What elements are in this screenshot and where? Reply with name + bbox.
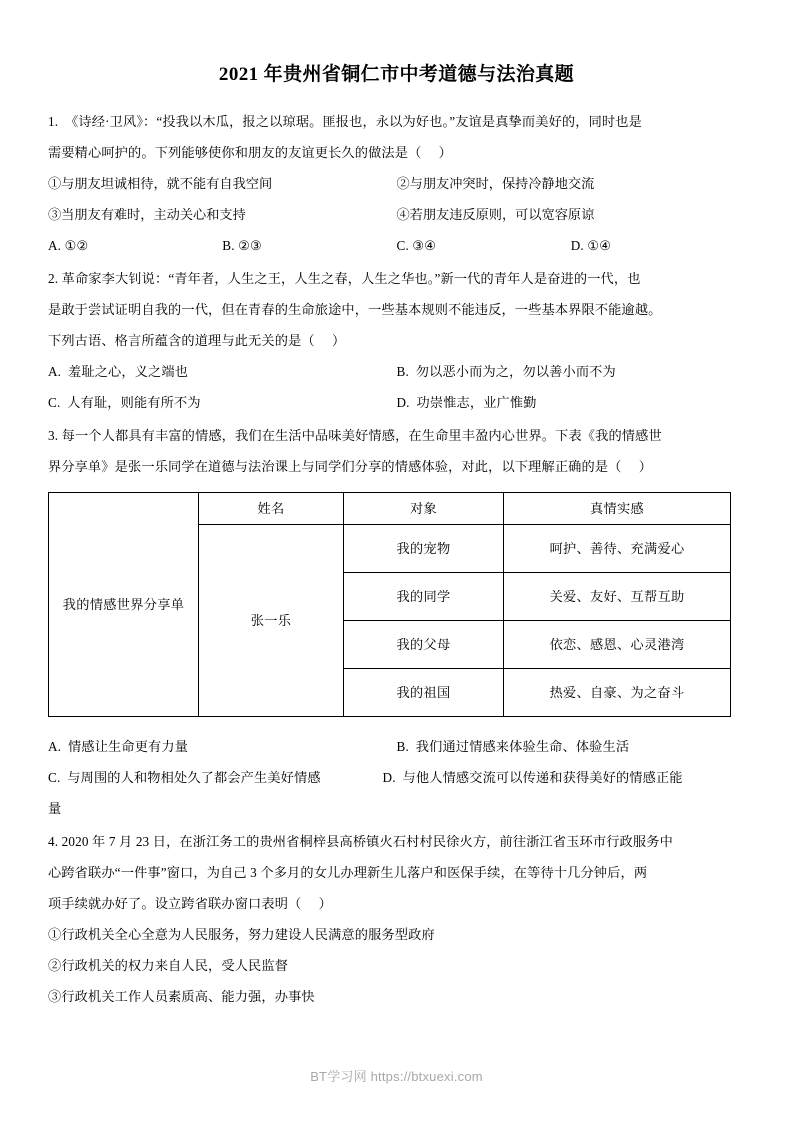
- question-4-subitem-3: ③行政机关工作人员素质高、能力强，办事快: [48, 989, 315, 1005]
- table-header-feeling: 真情实感: [504, 492, 731, 525]
- question-3-option-c[interactable]: C. 与周围的人和物相处久了都会产生美好情感: [48, 770, 321, 786]
- table-header-name: 姓名: [199, 492, 344, 525]
- question-1-subitem-3: ③当朋友有难时，主动关心和支持: [48, 206, 246, 222]
- question-2-option-c[interactable]: C. 人有耻，则能有所不为: [48, 394, 201, 410]
- page-title: 2021 年贵州省铜仁市中考道德与法治真题: [218, 64, 575, 85]
- table-cell-student-name: 张一乐: [199, 525, 344, 717]
- question-3-stem-line-2: 界分享单》是张一乐同学在道德与法治课上与同学们分享的情感体验，对此，以下理解正确的是（ ）: [48, 458, 653, 474]
- question-3-option-a[interactable]: A. 情感让生命更有力量: [48, 739, 189, 755]
- table-cell-object: 我的父母: [344, 621, 504, 669]
- question-1-option-b[interactable]: B. ②③: [222, 237, 263, 253]
- question-1-stem-line-1: 1. 《诗经·卫风》：“投我以木瓜，报之以琼琚。匪报也，永以为好也。”友谊是真挚而美好的，同时也是: [48, 113, 642, 129]
- table-cell-object: 我的祖国: [344, 669, 504, 717]
- question-1-subitems-row-1: [48, 168, 745, 199]
- table-cell-feeling: 呵护、善待、充满爱心: [504, 525, 731, 573]
- emotion-share-table: [48, 492, 731, 718]
- question-1-subitems-row-2: [48, 199, 745, 230]
- table-cell-object: 我的同学: [344, 573, 504, 621]
- question-4-stem-line-3: 项手续就办好了。设立跨省联办窗口表明（ ）: [48, 896, 332, 912]
- question-3-options-row-2: [48, 762, 745, 793]
- question-2-option-a[interactable]: A. 羞耻之心，义之端也: [48, 363, 189, 379]
- table-cell-feeling: 关爱、友好、互帮互助: [504, 573, 731, 621]
- question-3-option-d-wrap: 量: [48, 801, 62, 817]
- question-3-options-row-1: [48, 731, 745, 762]
- question-1-subitem-2: ②与朋友冲突时，保持冷静地交流: [396, 175, 595, 191]
- question-3-option-d[interactable]: D. 与他人情感交流可以传递和获得美好的情感正能: [382, 770, 683, 786]
- question-2-stem-line-2: 是敢于尝试证明自我的一代，但在青春的生命旅途中，一些基本规则不能违反，一些基本界限不能逾越。: [48, 301, 662, 317]
- question-1-options: [48, 230, 745, 261]
- question-1-option-c[interactable]: C. ③④: [396, 237, 437, 253]
- table-cell-row-label: 我的情感世界分享单: [49, 492, 199, 717]
- question-2-stem-line-1: 2. 革命家李大钊说：“青年者，人生之王，人生之春，人生之华也。”新一代的青年人是奋进的一代，也: [48, 270, 641, 286]
- question-3-option-b[interactable]: B. 我们通过情感来体验生命、体验生活: [396, 739, 630, 755]
- table-row-header: [49, 492, 731, 525]
- table-header-object: 对象: [344, 492, 504, 525]
- question-4-stem-line-1: 4. 2020 年 7 月 23 日，在浙江务工的贵州省桐梓县高桥镇火石村村民徐火方，前往浙江省玉环市行政服务中: [48, 834, 673, 850]
- question-2-options-row-2: [48, 387, 745, 418]
- table-cell-object: 我的宠物: [344, 525, 504, 573]
- question-1-option-d[interactable]: D. ①④: [570, 237, 612, 253]
- question-4-stem-line-2: 心跨省联办“一件事”窗口，为自己 3 个多月的女儿办理新生儿落户和医保手续，在等待十几分钟后，两: [48, 865, 648, 881]
- question-4-subitem-2: ②行政机关的权力来自人民，受人民监督: [48, 958, 289, 974]
- question-1-option-a[interactable]: A. ①②: [48, 237, 89, 253]
- question-1: [48, 106, 745, 261]
- table-cell-feeling: 依恋、感恩、心灵港湾: [504, 621, 731, 669]
- question-4: [48, 826, 745, 1012]
- question-2-option-d[interactable]: D. 功崇惟志，业广惟勤: [396, 394, 537, 410]
- question-1-stem-line-2: 需要精心呵护的。下列能够使你和朋友的友谊更长久的做法是（ ）: [48, 144, 453, 160]
- question-2-option-b[interactable]: B. 勿以恶小而为之，勿以善小而不为: [396, 363, 616, 379]
- question-1-subitem-1: ①与朋友坦诚相待，就不能有自我空间: [48, 175, 273, 191]
- table-cell-feeling: 热爱、自豪、为之奋斗: [504, 669, 731, 717]
- question-2-options-row-1: [48, 356, 745, 387]
- question-2-stem-line-3: 下列古语、格言所蕴含的道理与此无关的是（ ）: [48, 332, 346, 348]
- question-3-stem-line-1: 3. 每一个人都具有丰富的情感，我们在生活中品味美好情感，在生命里丰盈内心世界。下表《我的情感世: [48, 427, 662, 443]
- question-3: [48, 420, 745, 825]
- site-watermark: BT学习网 https://btxuexi.com: [310, 1069, 483, 1084]
- question-2: [48, 263, 745, 418]
- question-1-subitem-4: ④若朋友违反原则，可以宽容原谅: [396, 206, 595, 222]
- question-4-subitem-1: ①行政机关全心全意为人民服务，努力建设人民满意的服务型政府: [48, 927, 435, 943]
